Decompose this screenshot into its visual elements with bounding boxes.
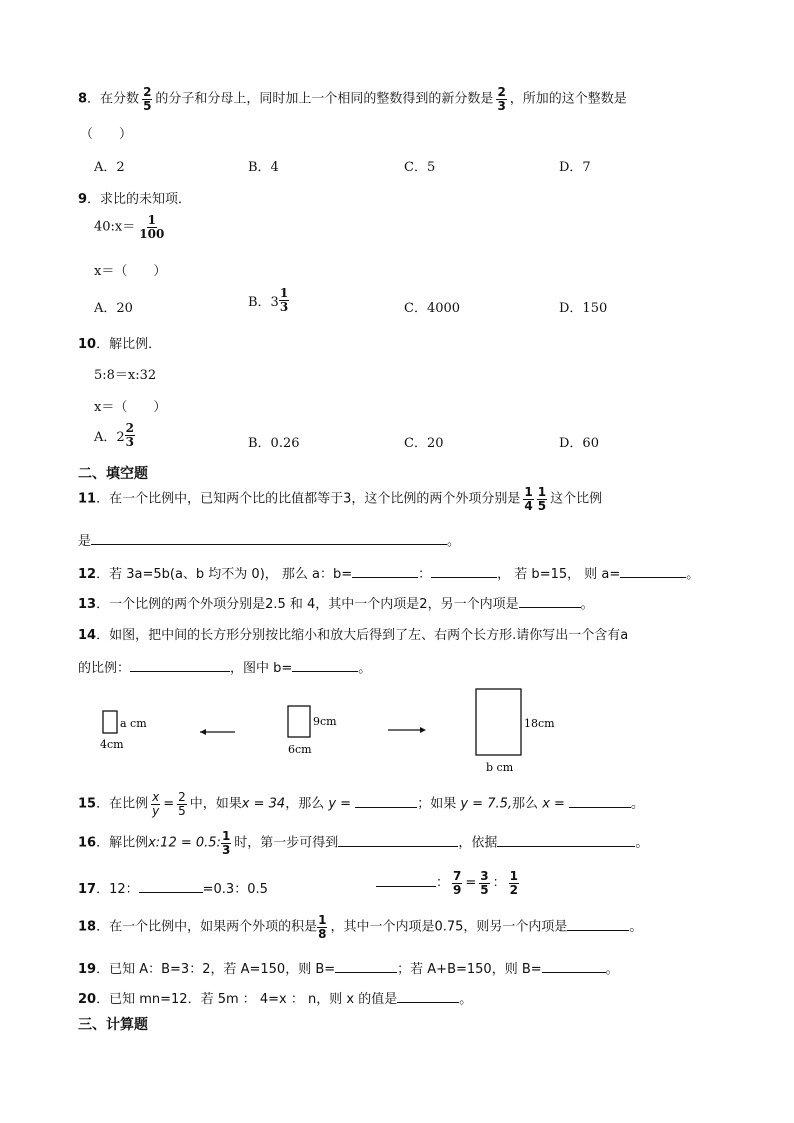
answer-blank[interactable] [542,960,606,973]
option-b[interactable]: B．0.26 [248,436,300,451]
question-number: 15 [78,796,97,812]
question-text: ；若 A+B=150，则 B= [397,962,542,977]
expression: x = [542,796,565,812]
question-text: ．如图，把中间的长方形分别按比缩小和放大后得到了左、右两个长方形.请你写出一个含有a [96,628,629,643]
question-text: 时，第一步可得到 [234,835,339,851]
question-text: 的分子和分母上，同时加上一个相同的整数得到的新分数是 [155,91,494,107]
punctuation: 。 [447,534,461,549]
label-middle-height: 9cm [313,715,337,728]
answer-blank[interactable] [130,659,230,672]
middle-rectangle [288,706,310,737]
question-number: 18 [78,919,97,935]
denominator: 5 [143,98,152,113]
denominator: y [152,803,160,818]
numerator: 1 [318,913,327,927]
question-12 [78,563,699,582]
question-number: 17 [78,882,97,897]
condition: y = 7.5, [460,796,513,812]
denominator: 3 [125,434,135,449]
answer-blank[interactable] [355,795,417,808]
denominator: 3 [221,842,231,857]
question-number: 8 [78,91,88,107]
punctuation: 。 [605,962,619,977]
option-d[interactable]: D．60 [559,436,599,451]
answer-blank[interactable] [397,990,459,1003]
fraction [125,422,135,448]
question-text: 那么 [512,796,539,812]
fraction [138,214,165,240]
question-16 [78,830,648,856]
fraction [452,870,462,896]
numerator: 2 [143,85,152,99]
answer-blank[interactable] [338,834,458,847]
large-rectangle [476,689,521,755]
option-a[interactable]: A．2 [94,160,125,175]
question-14 [78,624,628,643]
question-text: ．求比的未知项． [87,192,192,207]
equation-left: 40:x＝ [94,219,136,235]
punctuation: 。 [459,992,473,1007]
label-left-width: 4cm [100,738,124,751]
punctuation: 。 [629,919,643,935]
denominator: 5 [480,882,489,897]
fraction [479,870,489,896]
denominator: 8 [318,926,327,941]
label-left-height: a cm [120,717,147,730]
fraction [177,791,187,817]
question-text: ．12： [96,882,139,897]
fraction [142,86,152,112]
small-rectangle [103,711,117,733]
denominator: 3 [279,299,289,314]
question-10 [78,333,161,352]
answer-blank[interactable] [519,595,581,608]
question-text: ： [418,567,432,582]
answer-blank[interactable] [497,834,635,847]
answer-blank[interactable] [431,565,497,578]
question-15 [78,791,644,817]
question-text: 这个比例 [550,491,603,507]
question-18 [78,914,642,940]
option-a[interactable] [94,422,138,448]
question-number: 10 [78,337,97,352]
equation: x:12 = 0.5: [148,835,221,851]
answer-blank[interactable] [376,874,436,887]
fraction [279,287,289,313]
option-b[interactable] [248,287,292,313]
answer-line: x＝（ ） [94,400,167,415]
option-label: A．2 [94,429,125,445]
numerator: 2 [497,85,506,99]
question-text: ，图中 b= [230,661,293,676]
fraction [509,870,519,896]
numerator: 7 [453,869,462,883]
numerator: 1 [537,485,547,499]
answer-blank[interactable] [569,795,631,808]
left-arrow-head [200,729,206,735]
option-d[interactable]: D．7 [559,160,591,175]
label-middle-width: 6cm [288,743,312,756]
denominator: 5 [178,803,186,818]
denominator: 3 [497,98,506,113]
question-text: ，依据 [458,835,498,851]
question-number: 20 [78,992,97,1007]
fraction [221,830,231,856]
right-arrow-head [420,727,426,733]
option-c[interactable]: C．5 [404,160,436,175]
fraction [523,486,533,512]
question-text: ．一个比例的两个外项分别是2.5 和 4，其中一个内项是2，另一个内项是 [96,597,519,612]
question-text: 是 [78,534,92,549]
label-right-height: 18cm [524,717,555,730]
question-number: 13 [78,597,97,612]
question-text: ， 若 b=15， 则 a= [497,567,621,582]
punctuation: 。 [358,661,372,676]
fraction [317,914,327,940]
denominator: 5 [537,498,547,513]
question-text: ．若 3a=5b(a、b 均不为 0)， 那么 a：b= [96,567,353,582]
question-11 [78,486,602,512]
numerator: 1 [524,485,533,499]
question-text: ，那么 [285,796,325,812]
option-c[interactable]: C．20 [404,436,444,451]
denominator: 100 [139,226,165,241]
expression: y = [328,796,352,812]
denominator: 9 [453,882,462,897]
answer-blank[interactable] [292,659,358,672]
option-d[interactable]: D．150 [559,301,608,316]
fraction [496,86,506,112]
numerator: 2 [178,790,186,804]
option-a[interactable]: A．20 [94,301,133,316]
option-label: B．3 [248,294,279,310]
question-text: ；如果 [417,796,457,812]
question-14-line2 [78,657,371,676]
denominator: 4 [524,498,533,513]
answer-blank[interactable] [335,960,397,973]
question-number: 16 [78,835,97,851]
equation: 5:8＝x:32 [94,368,157,383]
punctuation: 。 [635,835,649,851]
numerator: 1 [509,869,519,883]
question-text: 的比例： [78,661,131,676]
punctuation: 。 [631,796,645,812]
label-right-width: b cm [486,761,514,774]
rectangles-figure [90,682,570,782]
question-8 [78,86,627,112]
question-text: ．已知 A：B=3：2，若 A=150，则 B= [96,962,336,977]
condition: x = 34 [241,796,286,812]
question-text: ．在一个比例中，已知两个比的比值都等于3，这个比例的两个外项分别是 [96,491,521,507]
punctuation: 。 [686,567,700,582]
numerator: 2 [125,421,135,435]
numerator: 1 [147,213,156,227]
question-number: 9 [78,192,88,207]
question-text: 中，如果 [189,796,242,812]
numerator: x [152,790,160,804]
fraction [537,486,547,512]
question-17 [78,878,268,897]
numerator: 1 [279,286,289,300]
answer-row [78,530,460,549]
colon: ： [492,875,506,891]
question-17-part2 [376,870,522,896]
answer-blank[interactable] [352,565,418,578]
section-heading: 三、计算题 [78,1017,148,1033]
answer-blank[interactable] [91,532,447,545]
question-text: ．已知 mn=12．若 5m ： 4=x ： n，则 x 的值是 [96,992,398,1007]
question-number: 14 [78,628,97,643]
question-text: ．在分数 [87,91,140,107]
question-number: 11 [78,491,97,507]
question-text: ．解比例． [96,337,162,352]
question-number: 19 [78,962,97,977]
section-heading: 二、填空题 [78,466,148,482]
fraction [151,791,160,817]
question-text: =0.3：0.5 [202,882,268,897]
numerator: 3 [480,869,489,883]
option-b[interactable]: B．4 [248,160,279,175]
question-number: 12 [78,567,97,582]
numerator: 1 [221,829,231,843]
colon: ： [436,875,450,891]
denominator: 2 [509,882,519,897]
question-9 [78,188,191,207]
answer-blank[interactable] [139,880,203,893]
answer-blank[interactable] [567,918,629,931]
punctuation: 。 [580,597,594,612]
question-text: ．解比例 [96,835,149,851]
answer-blank[interactable] [620,565,686,578]
answer-paren: （ ） [80,127,133,142]
answer-line: x＝（ ） [94,264,167,279]
question-text: ．在比例 [96,796,149,812]
question-19 [78,958,619,977]
question-text: ．在一个比例中，如果两个外项的积是 [96,919,318,935]
question-text: ，所加的这个整数是 [509,91,627,107]
equation [94,214,168,240]
equals-sign: = [163,796,175,812]
equals-sign: = [465,875,477,891]
question-13 [78,593,594,612]
question-text: ，其中一个内项是0.75，则另一个内项是 [330,919,568,935]
option-c[interactable]: C．4000 [404,301,461,316]
question-20 [78,988,472,1007]
